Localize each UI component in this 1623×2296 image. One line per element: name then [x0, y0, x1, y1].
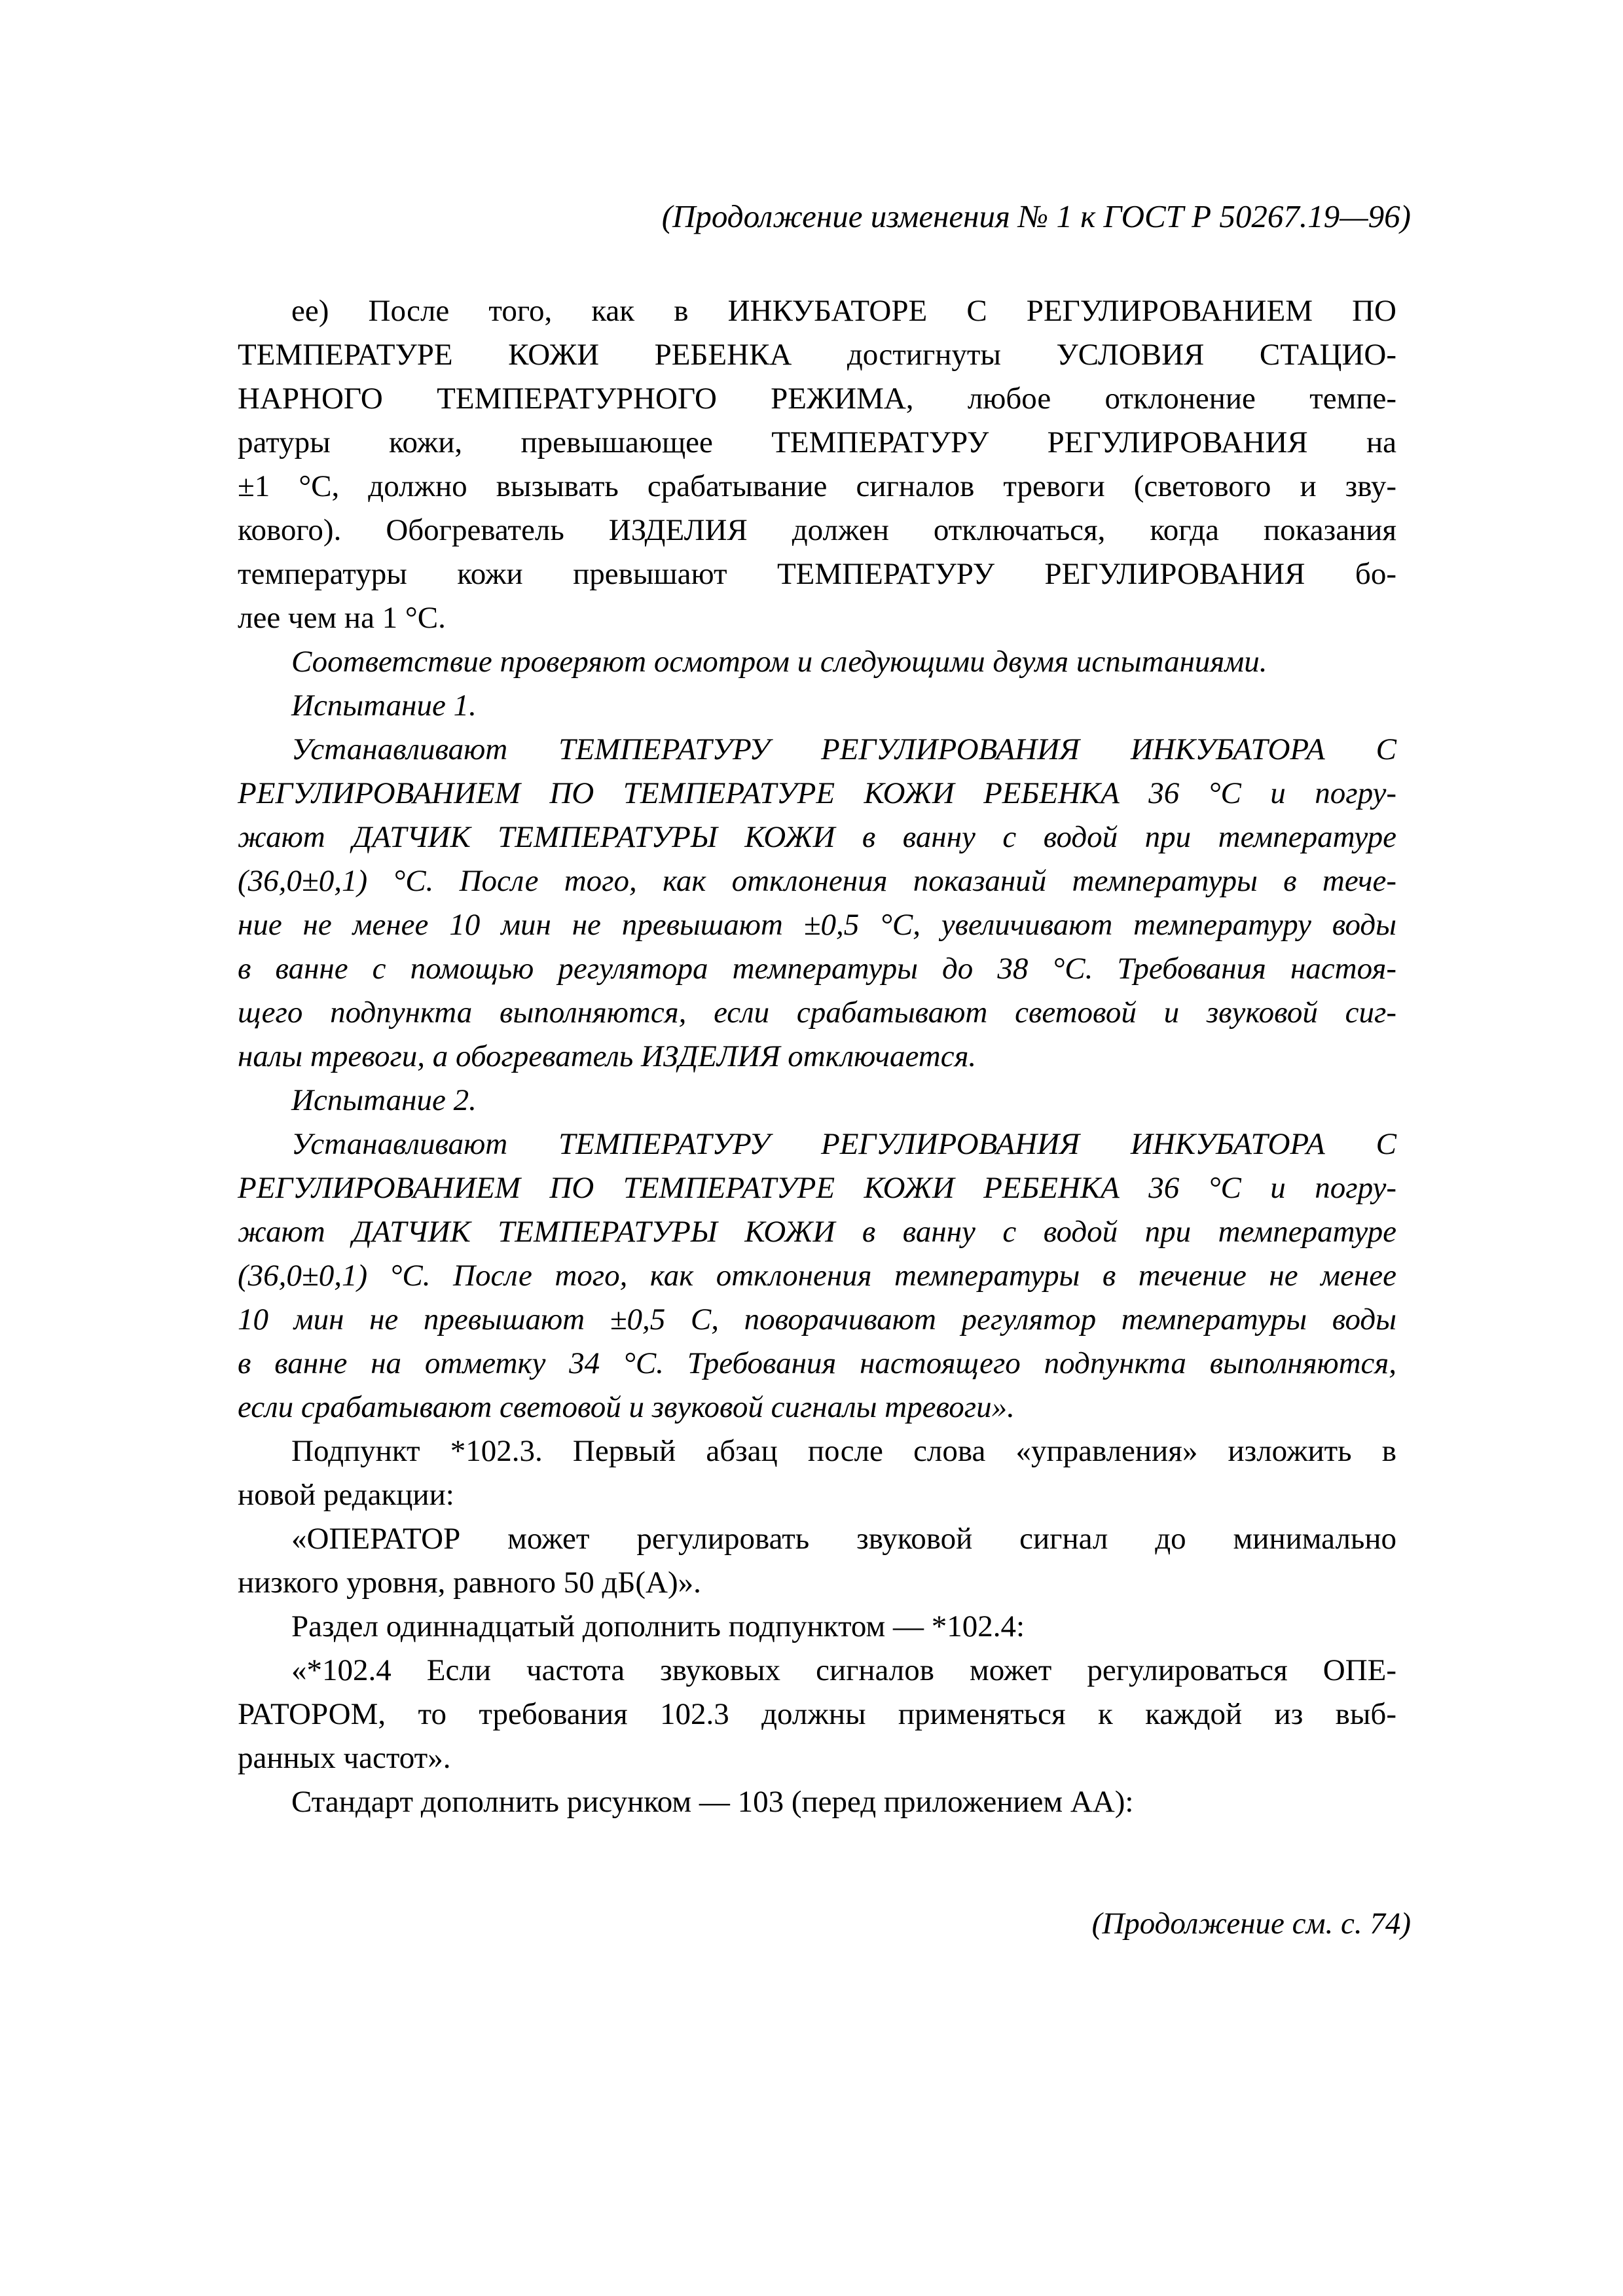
text-line: ТЕМПЕРАТУРЕ КОЖИ РЕБЕНКА достигнуты УСЛОВИЯ СТАЦИО- [238, 338, 1396, 372]
text-line: температуры кожи превышают ТЕМПЕРАТУРУ РЕГУЛИРОВАНИЯ бо- [238, 557, 1396, 591]
document-body [238, 289, 1396, 1824]
text-line: Стандарт дополнить рисунком — 103 (перед приложением АА): [291, 1785, 1134, 1819]
text-line: кового). Обогреватель ИЗДЕЛИЯ должен отключаться, когда показания [238, 513, 1396, 547]
text-line: если срабатывают световой и звуковой сигналы тревоги». [238, 1390, 1015, 1424]
text-line: ратуры кожи, превышающее ТЕМПЕРАТУРУ РЕГУЛИРОВАНИЯ на [238, 425, 1396, 459]
text-line: Испытание 1. [291, 689, 477, 723]
text-line: Испытание 2. [291, 1083, 477, 1117]
text-line: Соответствие проверяют осмотром и следующими двумя испытаниями. [291, 645, 1267, 679]
text-line: «ОПЕРАТОР может регулировать звуковой сигнал до минимально [291, 1522, 1396, 1556]
text-line: РАТОРОМ, то требования 102.3 должны применяться к каждой из выб- [238, 1697, 1396, 1731]
text-line: жают ДАТЧИК ТЕМПЕРАТУРЫ КОЖИ в ванну с водой при температуре [238, 1215, 1396, 1249]
text-line: щего подпункта выполняются, если срабатывают световой и звуковой сиг- [238, 996, 1396, 1030]
text-line: низкого уровня, равного 50 дБ(А)». [238, 1566, 701, 1600]
text-line: в ванне на отметку 34 °С. Требования настоящего подпункта выполняются, [238, 1346, 1396, 1380]
text-line: налы тревоги, а обогреватель ИЗДЕЛИЯ отключается. [238, 1039, 977, 1073]
text-line: «*102.4 Если частота звуковых сигналов может регулироваться ОПЕ- [291, 1653, 1396, 1687]
running-header: (Продолжение изменения № 1 к ГОСТ Р 50267.19—96) [661, 198, 1411, 234]
text-line: Устанавливают ТЕМПЕРАТУРУ РЕГУЛИРОВАНИЯ ИНКУБАТОРА С [291, 732, 1396, 766]
text-line: жают ДАТЧИК ТЕМПЕРАТУРЫ КОЖИ в ванну с водой при температуре [238, 820, 1396, 854]
continuation-footer: (Продолжение см. с. 74) [1091, 1907, 1411, 1941]
text-line: ±1 °С, должно вызывать срабатывание сигналов тревоги (светового и зву- [238, 469, 1396, 503]
text-line: 10 мин не превышают ±0,5 С, поворачивают регулятор температуры воды [238, 1302, 1396, 1336]
text-line: лее чем на 1 °С. [238, 601, 446, 635]
text-line: Устанавливают ТЕМПЕРАТУРУ РЕГУЛИРОВАНИЯ ИНКУБАТОРА С [291, 1127, 1396, 1161]
text-line: ние не менее 10 мин не превышают ±0,5 °С, увеличивают температуру воды [238, 908, 1396, 942]
text-line: ее) После того, как в ИНКУБАТОРЕ С РЕГУЛИРОВАНИЕМ ПО [291, 294, 1396, 328]
text-line: РЕГУЛИРОВАНИЕМ ПО ТЕМПЕРАТУРЕ КОЖИ РЕБЕНКА 36 °С и погру- [238, 776, 1396, 810]
text-line: ранных частот». [238, 1741, 451, 1775]
text-line: Раздел одиннадцатый дополнить подпунктом — *102.4: [291, 1609, 1025, 1643]
text-line: НАРНОГО ТЕМПЕРАТУРНОГО РЕЖИМА, любое отклонение темпе- [238, 382, 1396, 416]
text-line: (36,0±0,1) °С. После того, как отклонения показаний температуры в тече- [238, 864, 1396, 898]
text-line: Подпункт *102.3. Первый абзац после слова «управления» изложить в [291, 1434, 1396, 1468]
text-line: в ванне с помощью регулятора температуры до 38 °С. Требования настоя- [238, 952, 1396, 986]
text-line: РЕГУЛИРОВАНИЕМ ПО ТЕМПЕРАТУРЕ КОЖИ РЕБЕНКА 36 °С и погру- [238, 1171, 1396, 1205]
text-line: (36,0±0,1) °С. После того, как отклонения температуры в течение не менее [238, 1259, 1396, 1293]
text-line: новой редакции: [238, 1478, 454, 1512]
